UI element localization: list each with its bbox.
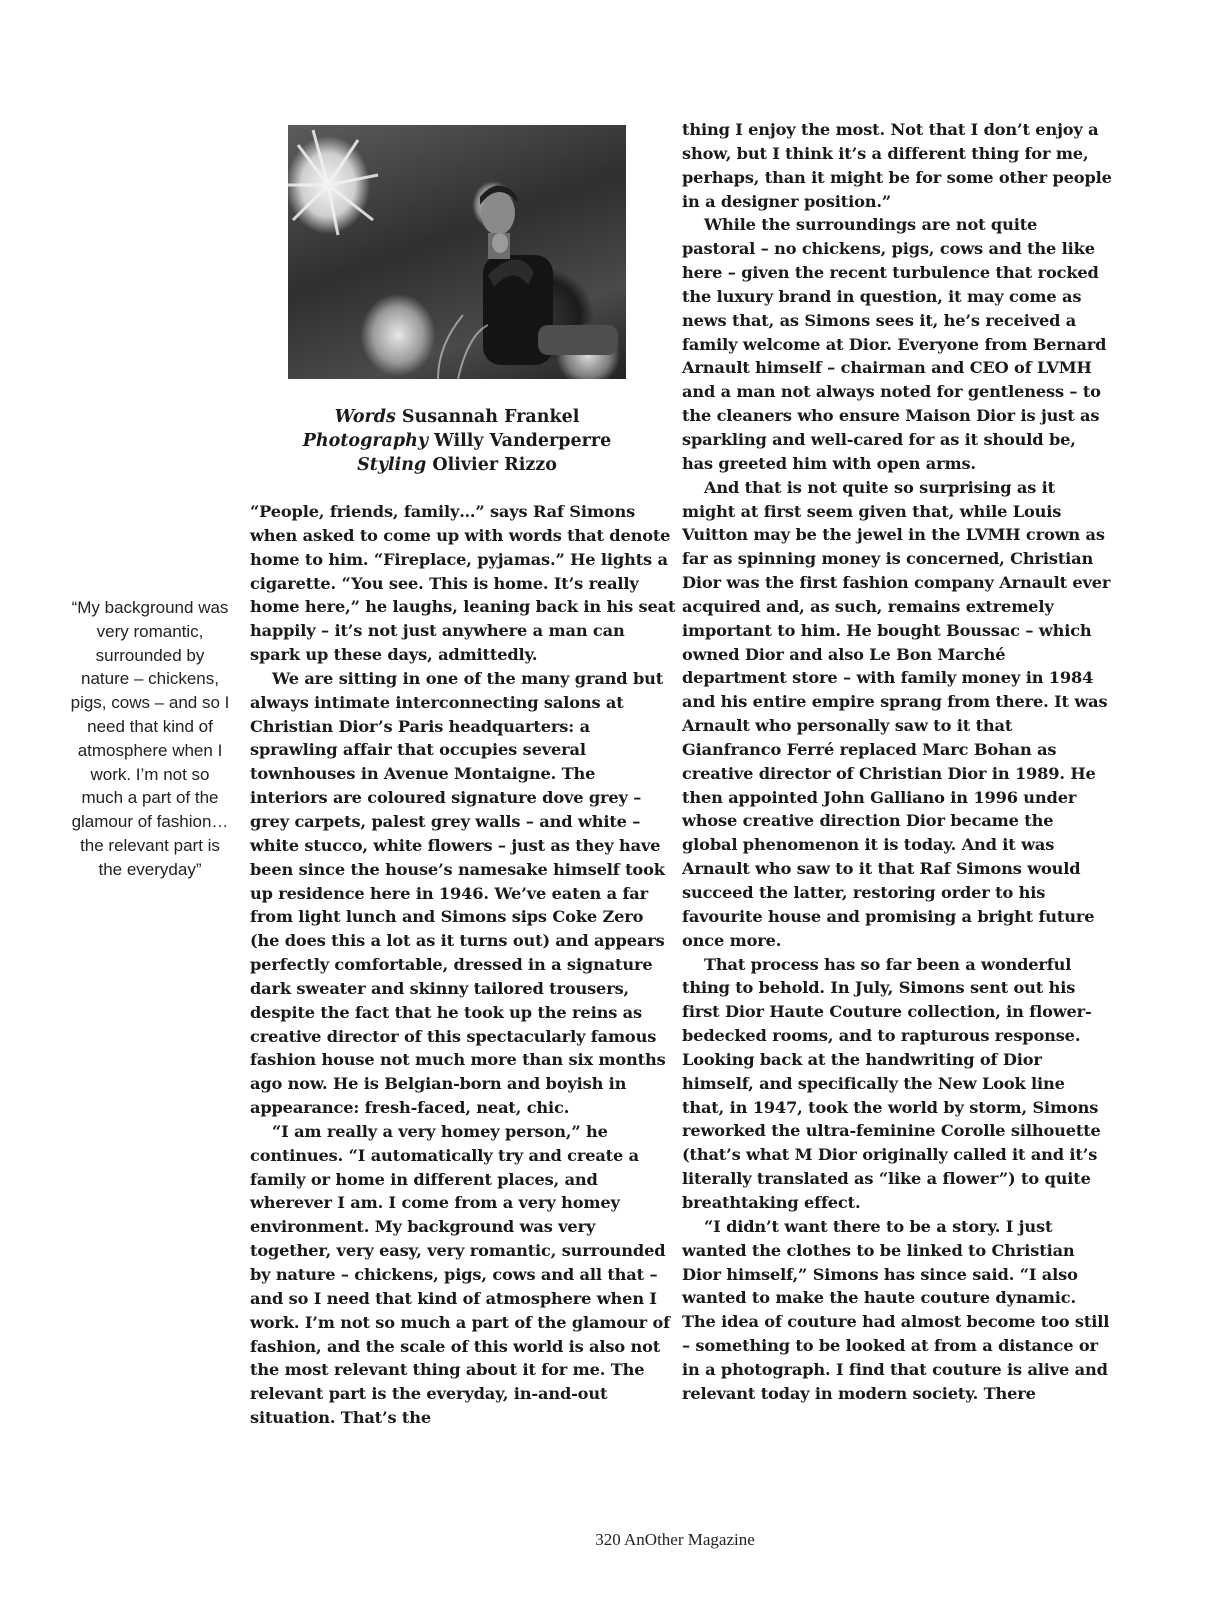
paragraph: And that is not quite so surprising as it might at first seem given that, while Louis Vuitton may be the jewel in the LVMH crown as far as spinning money is concerned, Christian Dior was the first fashion company Arnault ever acquired and, as such, remains extremely important to him. He bought Boussac – which owned Dior and also Le Bon Marché department store – with family money in 1984 and his entire empire sprang from there. It was Arnault who personally saw to it that Gianfranco Ferré replaced Marc Bohan as creative director of Christian Dior in 1989. He then appointed John Galliano in 1996 under whose creative direction Dior became the global phenomenon it is today. And it was Arnault who saw to it that Raf Simons would succeed the latter, restoring order to his favourite house and promising a bright future once more. bbox=[682, 477, 1111, 950]
paragraph: That process has so far been a wonderful thing to behold. In July, Simons sent out his first Dior Haute Couture collection, in flower-bedecked rooms, and to rapturous response. Looking back at the handwriting of Dior himself, and specifically the New Look line that, in 1947, took the world by storm, Simons reworked the ultra-feminine Corolle silhouette (that’s what M Dior originally called it and it’s literally translated as “like a flower”) to quite breathtaking effect. bbox=[682, 954, 1101, 1212]
article-column-left bbox=[250, 500, 676, 1430]
credit-styling: Styling Olivier Rizzo bbox=[357, 455, 557, 475]
paragraph: We are sitting in one of the many grand but always intimate interconnecting salons at Christian Dior’s Paris headquarters: a sprawling affair that occupies several townhouses in Avenue Montaigne. The interiors are coloured signature dove grey – grey carpets, palest grey walls – and white – white stucco, white flowers – just as they have been since the house’s namesake himself took up residence here in 1946. We’ve eaten a far from light lunch and Simons sips Coke Zero (he does this a lot as it turns out) and appears perfectly comfortable, dressed in a signature dark sweater and skinny tailored trousers, despite the fact that he took up the reins as creative director of this spectacularly famous fashion house not much more than six months ago now. He is Belgian-born and boyish in appearance: fresh-faced, neat, chic. bbox=[250, 668, 666, 1118]
paragraph: thing I enjoy the most. Not that I don’t enjoy a show, but I think it’s a different thing for me, perhaps, than it might be for some other people in a designer position.” bbox=[682, 120, 1112, 211]
portrait-photo bbox=[288, 125, 626, 379]
credits-block bbox=[288, 405, 626, 477]
photo-illustration bbox=[288, 125, 626, 379]
paragraph: While the surroundings are not quite pastoral – no chickens, pigs, cows and the like here – given the recent turbulence that rocked the luxury brand in question, it may come as news that, as Simons sees it, he’s received a family welcome at Dior. Everyone from Bernard Arnault himself – chairman and CEO of LVMH and a man not always noted for gentleness – to the cleaners who ensure Maison Dior is just as sparkling and well-cared for as it should be, has greeted him with open arms. bbox=[682, 215, 1107, 473]
paragraph: “People, friends, family…” says Raf Simons when asked to come up with words that denote home to him. “Fireplace, pyjamas.” He lights a cigarette. “You see. This is home. It’s really home here,” he laughs, leaning back in his seat happily – it’s not just anywhere a man can spark up these days, admittedly. bbox=[250, 502, 676, 665]
paragraph: “I am really a very homey person,” he continues. “I automatically try and create a family or home in different places, and wherever I am. I come from a very homey environment. My background was very together, very easy, very romantic, surrounded by nature – chickens, pigs, cows and all that – and so I need that kind of atmosphere when I work. I’m not so much a part of the glamour of fashion, and the scale of this world is also not the most relevant thing about it for me. The relevant part is the everyday, in-and-out situation. That’s the bbox=[250, 1121, 670, 1428]
credit-photography: Photography Willy Vanderperre bbox=[302, 431, 612, 451]
paragraph: “I didn’t want there to be a story. I just wanted the clothes to be linked to Christian Dior himself,” Simons has since said. “I also wanted to make the haute couture dynamic. The idea of couture had almost become too still – something to be looked at from a distance or in a photograph. I find that couture is alive and relevant today in modern society. There bbox=[682, 1216, 1110, 1403]
article-column-right bbox=[682, 118, 1112, 1406]
page-footer: 320 AnOther Magazine bbox=[595, 1530, 755, 1549]
credit-words: Words Susannah Frankel bbox=[334, 407, 580, 427]
pull-quote: “My background was very romantic, surrounded by nature – chickens, pigs, cows – and so I need that kind of atmosphere when I work. I’m not so much a part of the glamour of fashion… the relevant part is the everyday” bbox=[70, 598, 230, 879]
